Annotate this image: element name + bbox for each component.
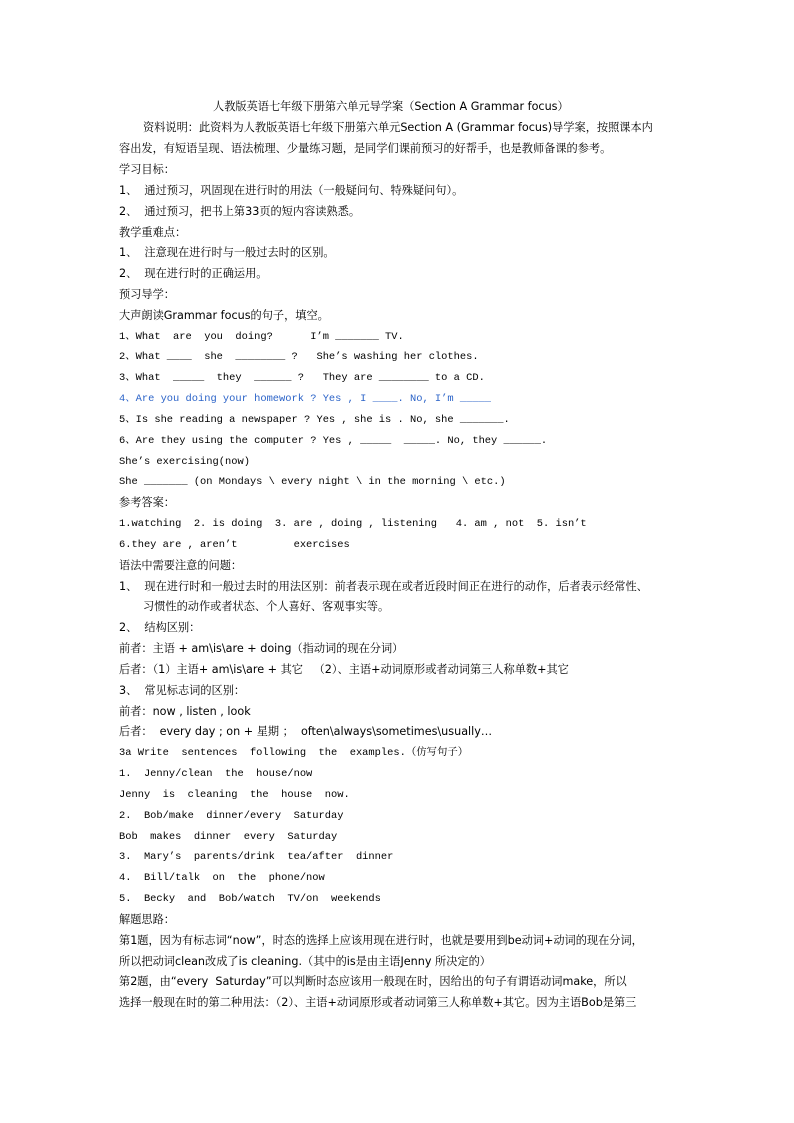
guide-heading: 预习导学： [119, 288, 175, 301]
intro-line-1: 资料说明：此资料为人教版英语七年级下册第六单元Section A (Grammar focus)导学案，按照课本内 [143, 121, 653, 134]
task-3: 3. Mary’s parents/drink tea/after dinner [119, 851, 394, 863]
task-1-answer: Jenny is cleaning the house now. [119, 789, 350, 801]
answers-line-2: 6.they are , aren’t exercises [119, 539, 350, 551]
goal-1: 1、 通过预习，巩固现在进行时的用法（一般疑问句、特殊疑问句）。 [119, 184, 464, 197]
doc-title: 人教版英语七年级下册第六单元导学案（Section A Grammar focus） [213, 100, 569, 113]
task-5: 5. Becky and Bob/watch TV/on weekends [119, 893, 381, 905]
exercise-6: 6、Are they using the computer ? Yes , _____ _____. No, they ______. [119, 435, 548, 447]
key-1: 1、 注意现在进行时与一般过去时的区别。 [119, 246, 335, 259]
key-2: 2、 现在进行时的正确运用。 [119, 267, 268, 280]
exercise-4: 4、Are you doing your homework ? Yes , I ____. No, I’m _____ [119, 393, 492, 405]
goal-2: 2、 通过预习，把书上第33页的短内容读熟悉。 [119, 205, 361, 218]
solve-1b: 所以把动词clean改成了is cleaning.（其中的is是由主语Jenny 所决定的） [119, 955, 491, 968]
task-4: 4. Bill/talk on the phone/now [119, 872, 325, 884]
task-2: 2. Bob/make dinner/every Saturday [119, 810, 344, 822]
note-2b: 后者：（1）主语+ am\is\are + 其它 （2）、主语+动词原形或者动词第三人称单数+其它 [119, 663, 569, 676]
exercise-5: 5、Is she reading a newspaper ? Yes , she is . No, she _______. [119, 414, 510, 426]
exercise-2: 2、What ____ she ________ ? She’s washing her clothes. [119, 351, 479, 363]
intro-line-2: 容出发，有短语呈现、语法梳理、少量练习题，是同学们课前预习的好帮手，也是教师备课的参考。 [119, 142, 612, 155]
note-1a: 1、 现在进行时和一般过去时的用法区别：前者表示现在或者近段时间正在进行的动作，后者表示经常性、 [119, 580, 648, 593]
solve-2b: 选择一般现在时的第二种用法：（2）、主语+动词原形或者动词第三人称单数+其它。因为主语Bob是第三 [119, 996, 637, 1009]
exercise-7b: She _______ (on Mondays \ every night \ in the morning \ etc.) [119, 476, 506, 488]
key-heading: 教学重难点： [119, 226, 187, 239]
note-2a: 前者：主语 + am\is\are + doing（指动词的现在分词） [119, 642, 404, 655]
solve-2a: 第2题，由“every Saturday”可以判断时态应该用一般现在时，因给出的句子有谓语动词make，所以 [119, 975, 627, 988]
note-3b: 后者： every day ; on + 星期 ； often\always\sometimes\usually… [119, 725, 493, 738]
task-2-answer: Bob makes dinner every Saturday [119, 831, 338, 843]
note-3a: 前者：now , listen , look [119, 705, 251, 718]
task-1: 1. Jenny/clean the house/now [119, 768, 313, 780]
notes-heading: 语法中需要注意的问题： [119, 559, 243, 572]
exercise-7a: She’s exercising(now) [119, 456, 250, 468]
note-1b: 习惯性的动作或者状态、个人喜好、客观事实等。 [143, 600, 390, 613]
solve-1a: 第1题，因为有标志词“now”，时态的选择上应该用现在进行时，也就是要用到be动词+动词的现在分词， [119, 934, 643, 947]
goals-heading: 学习目标： [119, 163, 175, 176]
exercise-3: 3、What _____ they ______ ? They are ________ to a CD. [119, 372, 485, 384]
exercise-1: 1、What are you doing? I’m _______ TV. [119, 331, 404, 343]
answers-line-1: 1.watching 2. is doing 3. are , doing , listening 4. am , not 5. isn’t [119, 518, 587, 530]
note-3: 3、 常见标志词的区别： [119, 684, 246, 697]
guide-intro: 大声朗读Grammar focus的句子，填空。 [119, 309, 329, 322]
note-2: 2、 结构区别： [119, 621, 201, 634]
answers-heading: 参考答案： [119, 496, 175, 509]
solve-heading: 解题思路： [119, 913, 175, 926]
task-heading: 3a Write sentences following the examples.（仿写句子） [119, 747, 469, 759]
